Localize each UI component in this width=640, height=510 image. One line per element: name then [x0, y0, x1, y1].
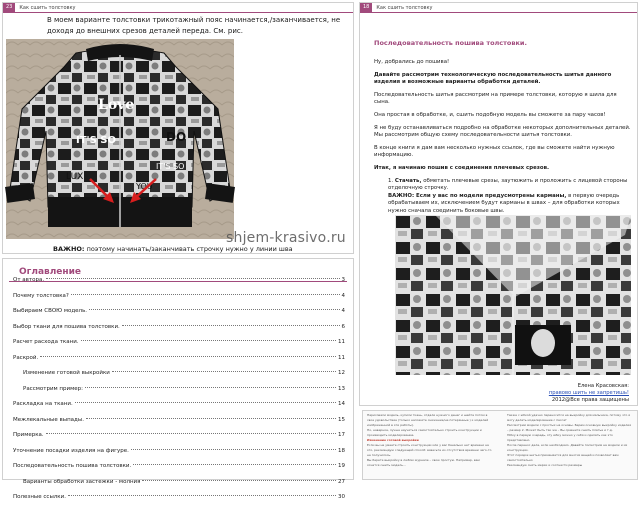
copyright-line: 2012@Все права защищены — [551, 397, 629, 403]
text-column-right — [507, 413, 633, 468]
toc-leader-dots — [71, 294, 340, 295]
toc-entry-page: 4 — [341, 292, 345, 299]
author-name: Елена Красовская: — [577, 383, 629, 389]
toc-leader-dots — [142, 480, 336, 481]
section-title: Последовательность пошива толстовки. — [374, 39, 527, 47]
toc-leader-dots — [112, 371, 336, 372]
text-column-left — [367, 413, 493, 468]
toc-entry-page: 11 — [338, 354, 345, 361]
toc-entry-page: 6 — [341, 323, 345, 330]
toc-entry[interactable] — [13, 479, 345, 495]
toc-leader-dots — [89, 309, 339, 310]
toc-leader-dots — [81, 340, 336, 341]
subheading: Изменение готовой выкройки — [367, 438, 419, 442]
toc-entry[interactable] — [13, 355, 345, 371]
paragraph: Если вы не умеете строить конструкции или у вас банально нет времени на это, рекомендую следующий способ: взвесьте из отсутствия времени чего-то не получилось. — [367, 443, 492, 457]
jacket-print-you: YOU — [136, 182, 153, 191]
toc-entry-page: 4 — [341, 308, 345, 314]
toc-entry-page: 30 — [338, 494, 345, 500]
step-bold: Стачать, — [394, 177, 422, 184]
toc-leader-dots — [40, 356, 336, 357]
step-item — [374, 178, 632, 216]
toc-entry-label: Выбираем СВОЮ модель. — [13, 308, 88, 314]
toc-leader-dots — [75, 402, 336, 403]
page-pattern-text — [362, 410, 638, 480]
toc-entry[interactable] — [13, 417, 345, 433]
toc-entry-page: 19 — [338, 463, 345, 469]
jacket-print-itsso-2: IT'S SO — [156, 162, 185, 171]
toc-entry[interactable] — [13, 339, 345, 355]
page-number: 23 — [3, 3, 15, 12]
caption-text: поэтому начинать/заканчивать строчку нужно у линии шва — [84, 245, 293, 253]
toc-list — [13, 277, 345, 510]
toc-entry[interactable] — [13, 463, 345, 479]
paragraph: Последовательность шитья рассмотрим на примере толстовки, которую я шила для сына. — [374, 91, 617, 106]
toc-leader-dots — [86, 418, 336, 419]
toc-leader-dots — [46, 278, 339, 279]
jacket-photo — [6, 39, 234, 239]
paragraph: Ну, добрались до пошива! — [374, 59, 450, 65]
toc-entry[interactable] — [13, 448, 345, 464]
toc-leader-dots — [46, 433, 336, 434]
toc-entry-label: Рассмотрим пример: — [23, 385, 83, 392]
paragraph: Рекомендую снять мерки и соотнести размеры — [507, 463, 583, 467]
page-header-title: Как сшить толстовку — [19, 4, 76, 11]
toc-entry-page: 12 — [338, 370, 345, 376]
caption-bold: ВАЖНО: — [53, 245, 85, 253]
toc-entry-label: Раскладка на ткани. — [13, 401, 73, 407]
toc-entry[interactable] — [13, 401, 345, 417]
paragraph: Рассмотрим модели с простых на основы. Берем основную выкройку изделия – размер 2. Может быть так же – Вы сравните сшить платье и т.д. — [507, 423, 632, 432]
author-credits — [549, 383, 629, 404]
paragraph: Этот порядок шитья применяется для многих вещей и позволяет вам самостоятельно — [507, 453, 619, 462]
shoulder-seam-photo — [395, 215, 631, 375]
toc-entry-label: Почему толстовка? — [13, 292, 69, 299]
toc-title: Оглавление — [19, 267, 82, 277]
toc-entry-page: 18 — [338, 447, 345, 454]
copyright-link[interactable]: правово шить не запретишь! — [548, 390, 629, 396]
toc-entry-label: От автора. — [13, 277, 45, 283]
site-watermark: shjem-krasivo.ru — [226, 230, 346, 246]
paragraph: Давайте рассмотрим технологическую последовательность шитья данного изделия и возможные варианты обработки деталей. — [374, 71, 612, 86]
page-sewing-sequence — [359, 2, 638, 406]
paragraph: В конце книги я дам вам несколько нужных ссылок, где вы сможете найти нужную информацию. — [374, 144, 615, 159]
important-caption — [53, 245, 293, 253]
toc-leader-dots — [131, 449, 336, 450]
toc-entry[interactable] — [13, 277, 345, 293]
page-header — [3, 3, 353, 13]
toc-entry[interactable] — [13, 308, 345, 324]
jacket-print-do: DO — [166, 130, 187, 144]
page-header — [360, 3, 637, 13]
toc-entry-page: 27 — [338, 478, 345, 485]
step-text: обметать плечевые срезы, заутюжить и проложить с лицевой стороны отделочную строчку. — [388, 177, 628, 192]
toc-entry-label: Межлекальные выпады. — [13, 416, 84, 423]
paragraph: После перенос дела, если необходимо. Давайте посмотрим на модели и их конструкции. — [507, 443, 628, 452]
toc-entry-label: Изменение готовой выкройки — [23, 370, 110, 376]
toc-leader-dots — [122, 325, 340, 326]
step-note-text: в первую очередь обрабатываем их, исключением будут карманы в швах – для обработки которых нужно сначала соединить боковые швы. — [388, 192, 620, 214]
toc-entry[interactable] — [13, 324, 345, 340]
toc-entry-label: Уточнение посадки изделия на фигуре. — [13, 447, 129, 454]
toc-entry-page: 17 — [338, 432, 345, 438]
step-note-bold: ВАЖНО: Если у вас по модели предусмотрены карманы, — [388, 192, 567, 199]
start-paragraph: Итак, я начинаю пошив с соединения плечевых срезов. — [374, 164, 550, 171]
jacket-print-itsso: IT'S SO — [76, 135, 116, 146]
toc-leader-dots — [68, 495, 336, 496]
toc-entry-label: Выбор ткани для пошива толстовки. — [13, 323, 120, 330]
toc-entry[interactable] — [13, 432, 345, 448]
page-waistband-note — [2, 2, 354, 254]
toc-entry-page: 15 — [338, 416, 345, 423]
page-header-title: Как сшить толстовку — [376, 4, 433, 11]
paragraph: Нарисовали модель, купили ткань, отдали нужного денег и шейте потом в свое удовольствие (только наложите снижение/не потерянные ) к моделей изображенной в эти работы). — [367, 413, 489, 427]
page-table-of-contents — [2, 258, 354, 500]
toc-entry-label: Варианты обработки застежки - молния — [23, 478, 141, 485]
paragraph: Я не буду останавливаться подробно на обработке некоторых дополнительных деталей. Мы рассмотрим общую схему последовательности шитья толстовки. — [374, 124, 631, 139]
step-number: 1. — [388, 177, 394, 184]
paragraph: Также с юбкой удачно переносится на выкройку для мальчика, потому что я могу делать моделирование с пассат — [507, 413, 631, 422]
toc-entry-page: 11 — [338, 339, 345, 345]
lead-paragraph: В моем варианте толстовки трикотажный пояс начинается,/заканчивается, не доходя до внешних срезов деталей переда. См. рис. — [47, 16, 341, 35]
paragraph: Она простая в обработке, и, сшить подобную модель вы сможете за пару часов! — [374, 111, 606, 118]
jacket-print-love: Love — [98, 97, 135, 113]
toc-entry-label: Примерка. — [13, 432, 44, 438]
toc-entry-page: 13 — [338, 385, 345, 392]
toc-entry-label: Раскрой. — [13, 354, 39, 361]
toc-entry-label: Последовательность пошива толстовки. — [13, 463, 132, 469]
toc-entry[interactable] — [13, 386, 345, 402]
page-number: 18 — [360, 3, 372, 12]
section-body — [374, 59, 632, 216]
toc-entry-page: 3 — [341, 277, 345, 283]
toc-entry[interactable] — [13, 494, 345, 510]
jacket-print-lux: LUX — [66, 172, 84, 182]
paragraph: Юбку в первую очередь, эту юбку можно у себя и сделать как это представлено. — [507, 433, 613, 442]
toc-leader-dots — [85, 387, 336, 388]
paragraph: Вы берете выкройку в любом журнале – свою простую. Например, вам хочется сшить модель... — [367, 458, 480, 467]
toc-entry[interactable] — [13, 293, 345, 309]
toc-entry-page: 14 — [338, 401, 345, 407]
toc-entry-label: Расчет расхода ткани. — [13, 339, 79, 345]
toc-leader-dots — [133, 464, 336, 465]
toc-entry-label: Полезные ссылки. — [13, 494, 66, 500]
paragraph: Но, наверное, лучше научиться самостоятельно строить конструкции и производить моделирование. — [367, 428, 482, 437]
toc-entry[interactable] — [13, 370, 345, 386]
